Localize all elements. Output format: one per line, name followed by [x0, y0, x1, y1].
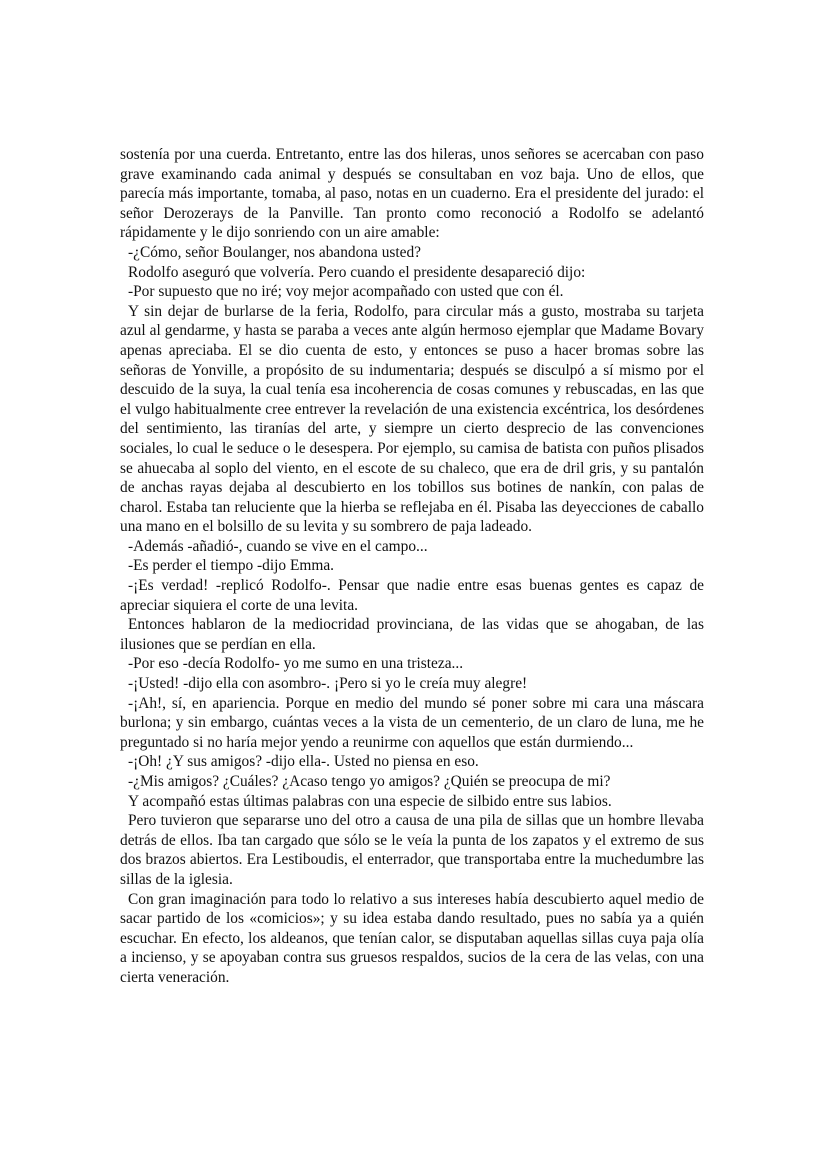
- paragraph-dialogue: -¡Oh! ¿Y sus amigos? -dijo ella-. Usted no piensa en eso.: [128, 753, 479, 771]
- paragraph: Con gran imaginación para todo lo relativo a sus intereses había descubierto aquel medio de sacar partido de los «comicios»; y su idea estaba dando resultado, pues no sabía ya a quién escuchar. En efecto, los aldeanos, que tenían calor, se disputaban aquellas sillas cuya paja olía a incienso, y se apoyaban contra sus gruesos respaldos, sucios de la cera de las velas, con una cierta veneración.: [120, 890, 704, 986]
- paragraph-dialogue: -Por eso -decía Rodolfo- yo me sumo en una tristeza...: [128, 655, 464, 673]
- paragraph-dialogue: -¿Cómo, señor Boulanger, nos abandona usted?: [128, 243, 422, 261]
- paragraph: Rodolfo aseguró que volvería. Pero cuando el presidente desapareció dijo:: [128, 263, 586, 281]
- paragraph: Pero tuvieron que separarse uno del otro a causa de una pila de sillas que un hombre llevaba detrás de ellos. Iba tan cargado que sólo se le veía la punta de los zapatos y el extremo de sus dos brazos abiertos. Era Lestiboudis, el enterrador, que transportaba entre la muchedumbre las sillas de la iglesia.: [120, 812, 704, 888]
- paragraph-continued: sostenía por una cuerda. Entretanto, entre las dos hileras, unos señores se acercaban con paso grave examinando cada animal y después se consultaban en voz baja. Uno de ellos, que parecía más importante, tomaba, al paso, notas en un cuaderno. Era el presidente del jurado: el señor Derozerays de la Panville. Tan pronto como reconoció a Rodolfo se adelantó rápidamente y le dijo sonriendo con un aire amable:: [120, 146, 704, 242]
- document-page: [120, 145, 704, 988]
- paragraph-dialogue: -¡Usted! -dijo ella con asombro-. ¡Pero si yo le creía muy alegre!: [128, 675, 528, 693]
- paragraph-dialogue: -Además -añadió-, cuando se vive en el campo...: [128, 537, 428, 555]
- paragraph: Y acompañó estas últimas palabras con una especie de silbido entre sus labios.: [128, 792, 612, 810]
- paragraph-dialogue: -¡Ah!, sí, en apariencia. Porque en medio del mundo sé poner sobre mi cara una máscara burlona; y sin embargo, cuántas veces a la vista de un cementerio, de un claro de luna, me he preguntado si no haría mejor yendo a reunirme con aquellos que están durmiendo...: [120, 694, 704, 751]
- paragraph: Y sin dejar de burlarse de la feria, Rodolfo, para circular más a gusto, mostraba su tarjeta azul al gendarme, y hasta se paraba a veces ante algún hermoso ejemplar que Madame Bovary apenas apreciaba. El se dio cuenta de esto, y entonces se puso a hacer bromas sobre las señoras de Yonville, a propósito de su indumentaria; después se disculpó a sí mismo por el descuido de la suya, la cual tenía esa incoherencia de cosas comunes y rebuscadas, en las que el vulgo habitualmente cree entrever la revelación de una existencia excéntrica, los desórdenes del sentimiento, las tiranías del arte, y siempre un cierto desprecio de las convenciones sociales, lo cual le seduce o le desespera. Por ejemplo, su camisa de batista con puños plisados se ahuecaba al soplo del viento, en el escote de su chaleco, que era de dril gris, y su pantalón de anchas rayas dejaba al descubierto en los tobillos sus botines de nankín, con palas de charol. Estaba tan reluciente que la hierba se reflejaba en él. Pisaba las deyecciones de caballo una mano en el bolsillo de su levita y su sombrero de paja ladeado.: [120, 302, 704, 536]
- paragraph: Entonces hablaron de la mediocridad provinciana, de las vidas que se ahogaban, de las ilusiones que se perdían en ella.: [120, 616, 704, 653]
- paragraph-dialogue: -¿Mis amigos? ¿Cuáles? ¿Acaso tengo yo amigos? ¿Quién se preocupa de mi?: [128, 773, 611, 790]
- paragraph-dialogue: -Es perder el tiempo -dijo Emma.: [128, 557, 335, 575]
- paragraph-dialogue: -Por supuesto que no iré; voy mejor acompañado con usted que con él.: [128, 283, 564, 301]
- paragraph-dialogue: -¡Es verdad! -replicó Rodolfo-. Pensar que nadie entre esas buenas gentes es capaz de apreciar siquiera el corte de una levita.: [120, 577, 704, 614]
